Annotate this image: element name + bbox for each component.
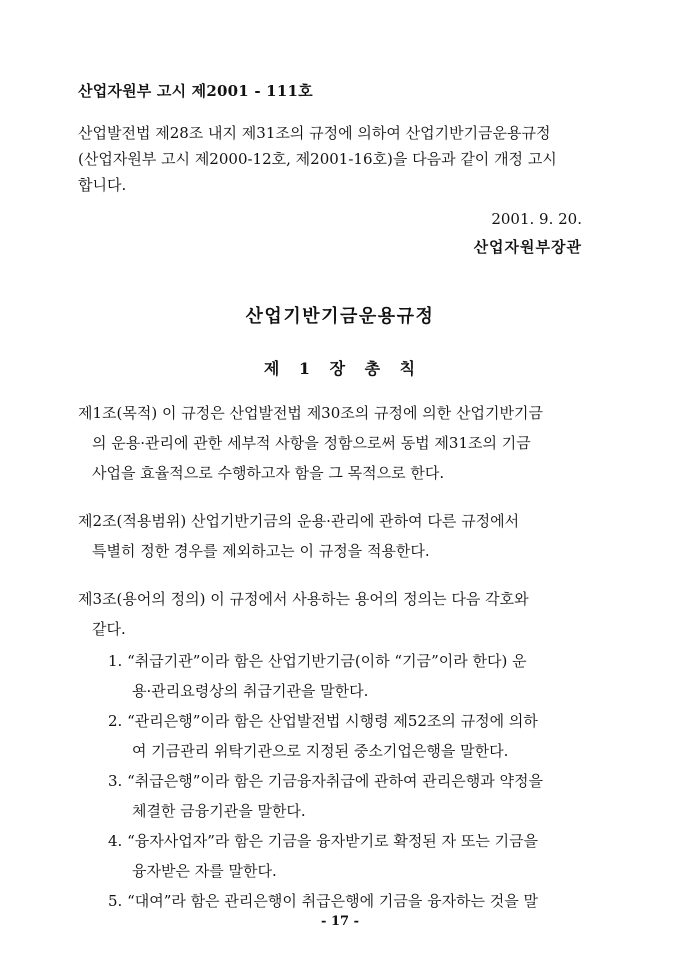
intro-line: 합니다. [78, 176, 127, 194]
definition-line: 3. “취급은행”이라 함은 기금융자취급에 관하여 관리은행과 약정을 [108, 772, 543, 790]
page-number: - 17 - [321, 914, 359, 929]
article-line: 의 운용·관리에 관한 세부적 사항을 정함으로써 동법 제31조의 기금 [92, 434, 531, 452]
article-2 [78, 506, 618, 566]
definition-line: 체결한 금융기관을 말한다. [132, 802, 306, 820]
article-3 [78, 584, 618, 644]
chapter-title: 제 1 장 총 칙 [263, 359, 417, 378]
definition-item [108, 706, 618, 766]
definition-line: 5. “대여”라 함은 관리은행이 취급은행에 기금을 융자하는 것을 말 [108, 892, 539, 910]
intro-line: (산업자원부 고시 제2000-12호, 제2001-16호)을 다음과 같이 개정 고시 [78, 150, 557, 168]
definition-item [108, 826, 618, 886]
article-line: 제1조(목적) 이 규정은 산업발전법 제30조의 규정에 의한 산업기반기금 [78, 404, 543, 422]
article-line: 사업을 효율적으로 수행하고자 함을 그 목적으로 한다. [92, 464, 445, 482]
article-line: 제3조(용어의 정의) 이 규정에서 사용하는 용어의 정의는 다음 각호와 [78, 590, 529, 608]
article-1 [78, 398, 618, 488]
regulation-title: 산업기반기금운용규정 [245, 306, 435, 327]
definition-line: 4. “융자사업자”라 함은 기금을 융자받기로 확정된 자 또는 기금을 [108, 832, 539, 850]
definition-item [108, 886, 618, 916]
article-line: 같다. [92, 620, 126, 638]
intro-line: 산업발전법 제28조 내지 제31조의 규정에 의하여 산업기반기금운용규정 [78, 124, 551, 142]
definition-item [108, 766, 618, 826]
definition-list [108, 646, 618, 916]
definition-line: 여 기금관리 위탁기관으로 지정된 중소기업은행을 말한다. [132, 742, 509, 760]
definition-item [108, 646, 618, 706]
definition-line: 용·관리요령상의 취급기관을 말한다. [132, 682, 369, 700]
notice-date: 2001. 9. 20. [491, 210, 582, 228]
article-line: 특별히 정한 경우를 제외하고는 이 규정을 적용한다. [92, 542, 430, 560]
article-line: 제2조(적용범위) 산업기반기금의 운용·관리에 관하여 다른 규정에서 [78, 512, 520, 530]
notice-title: 산업자원부 고시 제2001 - 111호 [78, 82, 313, 100]
intro-paragraph [78, 120, 610, 198]
signer: 산업자원부장관 [473, 238, 582, 256]
definition-line: 1. “취급기관”이라 함은 산업기반기금(이하 “기금”이라 한다) 운 [108, 652, 527, 670]
definition-line: 2. “관리은행”이라 함은 산업발전법 시행령 제52조의 규정에 의하 [108, 712, 538, 730]
definition-line: 융자받은 자를 말한다. [132, 862, 277, 880]
